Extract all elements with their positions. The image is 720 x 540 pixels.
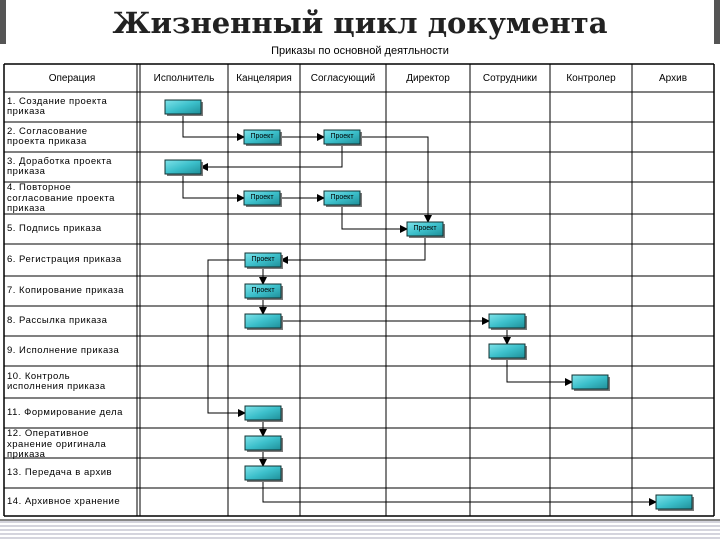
- operation-line: 10. Контроль: [7, 370, 71, 382]
- flow-arrow: [360, 137, 428, 222]
- operation-line: 4. Повторное: [7, 182, 72, 193]
- bottom-line: [0, 519, 720, 521]
- operation-line: 14. Архивное хранение: [7, 495, 121, 507]
- process-box: [572, 375, 608, 389]
- column-header: Канцелярия: [236, 73, 292, 84]
- operation-line: 8. Рассылка приказа: [7, 314, 108, 326]
- operation-line: приказа: [7, 449, 46, 460]
- column-header: Сотрудники: [482, 73, 538, 84]
- operation-label: [7, 224, 102, 235]
- process-box: [245, 314, 281, 328]
- operation-label: [7, 316, 107, 327]
- operation-line: исполнения приказа: [7, 381, 106, 392]
- operation-line: 9. Исполнение приказа: [7, 344, 120, 356]
- operation-line: 3. Доработка проекта: [7, 155, 112, 167]
- operation-line: хранение оригинала: [7, 438, 107, 450]
- operation-label: [7, 183, 115, 215]
- flow-arrow: [201, 144, 342, 167]
- operation-label: [7, 255, 122, 266]
- operation-label: [7, 497, 120, 508]
- process-box: [489, 344, 525, 358]
- process-box-label: Проект: [330, 133, 354, 140]
- column-header: Контролер: [566, 73, 616, 84]
- operation-label: [7, 408, 123, 419]
- operation-label: [7, 429, 106, 461]
- flow-arrow: [183, 174, 244, 198]
- table-title: Приказы по основной деятльности: [271, 45, 449, 57]
- operation-line: 7. Копирование приказа: [7, 284, 125, 296]
- operation-label: [7, 157, 112, 178]
- operation-line: 6. Регистрация приказа: [7, 253, 122, 265]
- process-box: [489, 314, 525, 328]
- flow-arrow: [263, 480, 656, 502]
- column-header: Исполнитель: [153, 73, 215, 84]
- process-box-label: Проект: [330, 194, 354, 201]
- process-box: [165, 100, 201, 114]
- process-box: [245, 406, 281, 420]
- bottom-decoration: [0, 519, 720, 540]
- process-box-label: Проект: [413, 225, 437, 232]
- operation-line: 5. Подпись приказа: [7, 222, 102, 234]
- operation-label: [7, 372, 106, 393]
- process-box-label: Проект: [250, 194, 274, 201]
- slide-title: Жизненный цикл документа: [112, 6, 608, 40]
- operation-label: [7, 346, 119, 357]
- operation-line: 1. Создание проекта: [7, 95, 108, 107]
- flow-arrow: [183, 114, 244, 137]
- operation-line: согласование проекта: [7, 192, 115, 204]
- process-table: [0, 58, 720, 518]
- process-box-label: Проект: [251, 256, 275, 263]
- process-box: [656, 495, 692, 509]
- column-header: Операция: [48, 73, 96, 84]
- process-box-label: Проект: [251, 287, 275, 294]
- operation-line: 13. Передача в архив: [7, 466, 113, 478]
- operation-line: приказа: [7, 166, 46, 177]
- operation-label: [7, 286, 124, 297]
- operation-label: [7, 468, 112, 479]
- operation-line: приказа: [7, 106, 46, 117]
- process-box-label: Проект: [250, 133, 274, 140]
- process-box: [245, 436, 281, 450]
- operation-label: [7, 127, 88, 148]
- column-header: Согласующий: [310, 73, 376, 84]
- operation-line: 11. Формирование дела: [7, 406, 123, 418]
- operation-line: проекта приказа: [7, 136, 87, 147]
- flow-arrow: [342, 205, 407, 229]
- process-box: [165, 160, 201, 174]
- operation-line: 12. Оперативное: [7, 428, 90, 439]
- flow-arrow: [507, 358, 572, 382]
- column-header: Архив: [658, 73, 688, 84]
- operation-label: [7, 97, 107, 118]
- flow-arrow: [281, 236, 425, 260]
- operation-line: приказа: [7, 203, 46, 214]
- column-header: Директор: [406, 73, 450, 84]
- process-box: [245, 466, 281, 480]
- operation-line: 2. Согласование: [7, 125, 88, 137]
